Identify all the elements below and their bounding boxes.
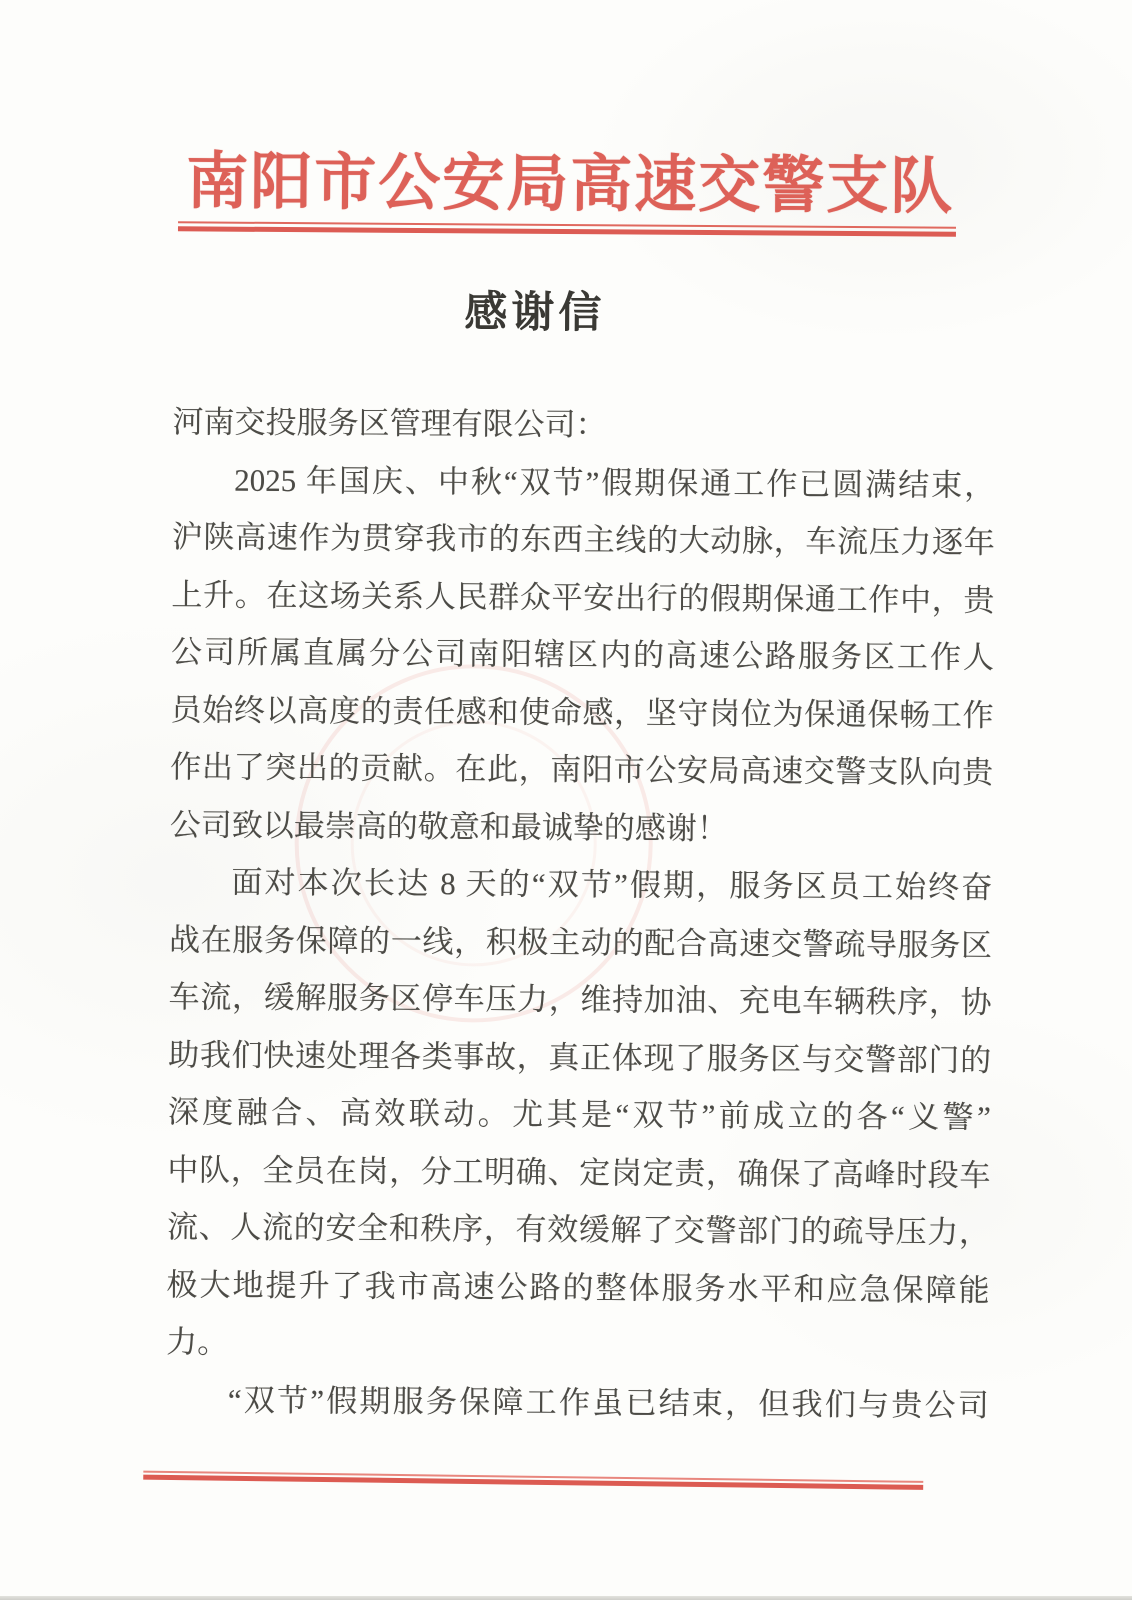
scan-edge-shadow [0, 1596, 1132, 1600]
body-line: 助我们快速处理各类事故，真正体现了服务区与交警部门的 [168, 1036, 992, 1078]
body-line: 公司致以最崇高的敬意和最诚挚的感谢！ [169, 806, 728, 846]
salutation-line: 河南交投服务区管理有限公司： [172, 404, 607, 443]
body-line: 极大地提升了我市高速公路的整体服务水平和应急保障能 [166, 1266, 990, 1308]
body-line: 上升。在这场关系人民群众平安出行的假期保通工作中，贵 [171, 576, 995, 618]
body-line: 2025 年国庆、中秋“双节”假期保通工作已圆满结束， [234, 462, 996, 503]
letterhead-title: 南阳市公安局高速交警支队 [186, 148, 955, 222]
body-line: 中队，全员在岗，分工明确、定岗定责，确保了高峰时段车 [167, 1151, 991, 1193]
body-line: 沪陕高速作为贯穿我市的东西主线的大动脉，车流压力逐年 [171, 519, 995, 560]
body-line: “双节”假期服务保障工作虽已结束，但我们与贵公司 [227, 1382, 989, 1423]
footer-rule [143, 1471, 923, 1490]
body-line: 面对本次长达 8 天的“双节”假期，服务区员工始终奋 [231, 864, 993, 905]
body-line: 员始终以高度的责任感和使命感，坚守岗位为保通保畅工作 [170, 691, 994, 733]
body-line: 力。 [166, 1324, 229, 1360]
body-line: 流、人流的安全和秩序，有效缓解了交警部门的疏导压力， [166, 1209, 991, 1250]
body-line: 深度融合、高效联动。尤其是“双节”前成立的各“义警” [167, 1094, 991, 1135]
body-line: 战在服务保障的一线，积极主动的配合高速交警疏导服务区 [168, 921, 993, 963]
letter-title: 感谢信 [464, 289, 606, 338]
body-line: 车流，缓解服务区停车压力，维持加油、充电车辆秩序，协 [168, 979, 992, 1020]
letter-body [166, 393, 996, 1434]
body-line: 公司所属直属分公司南阳辖区内的高速公路服务区工作人 [170, 634, 995, 675]
body-line: 作出了突出的贡献。在此，南阳市公安局高速交警支队向贵 [170, 749, 994, 790]
